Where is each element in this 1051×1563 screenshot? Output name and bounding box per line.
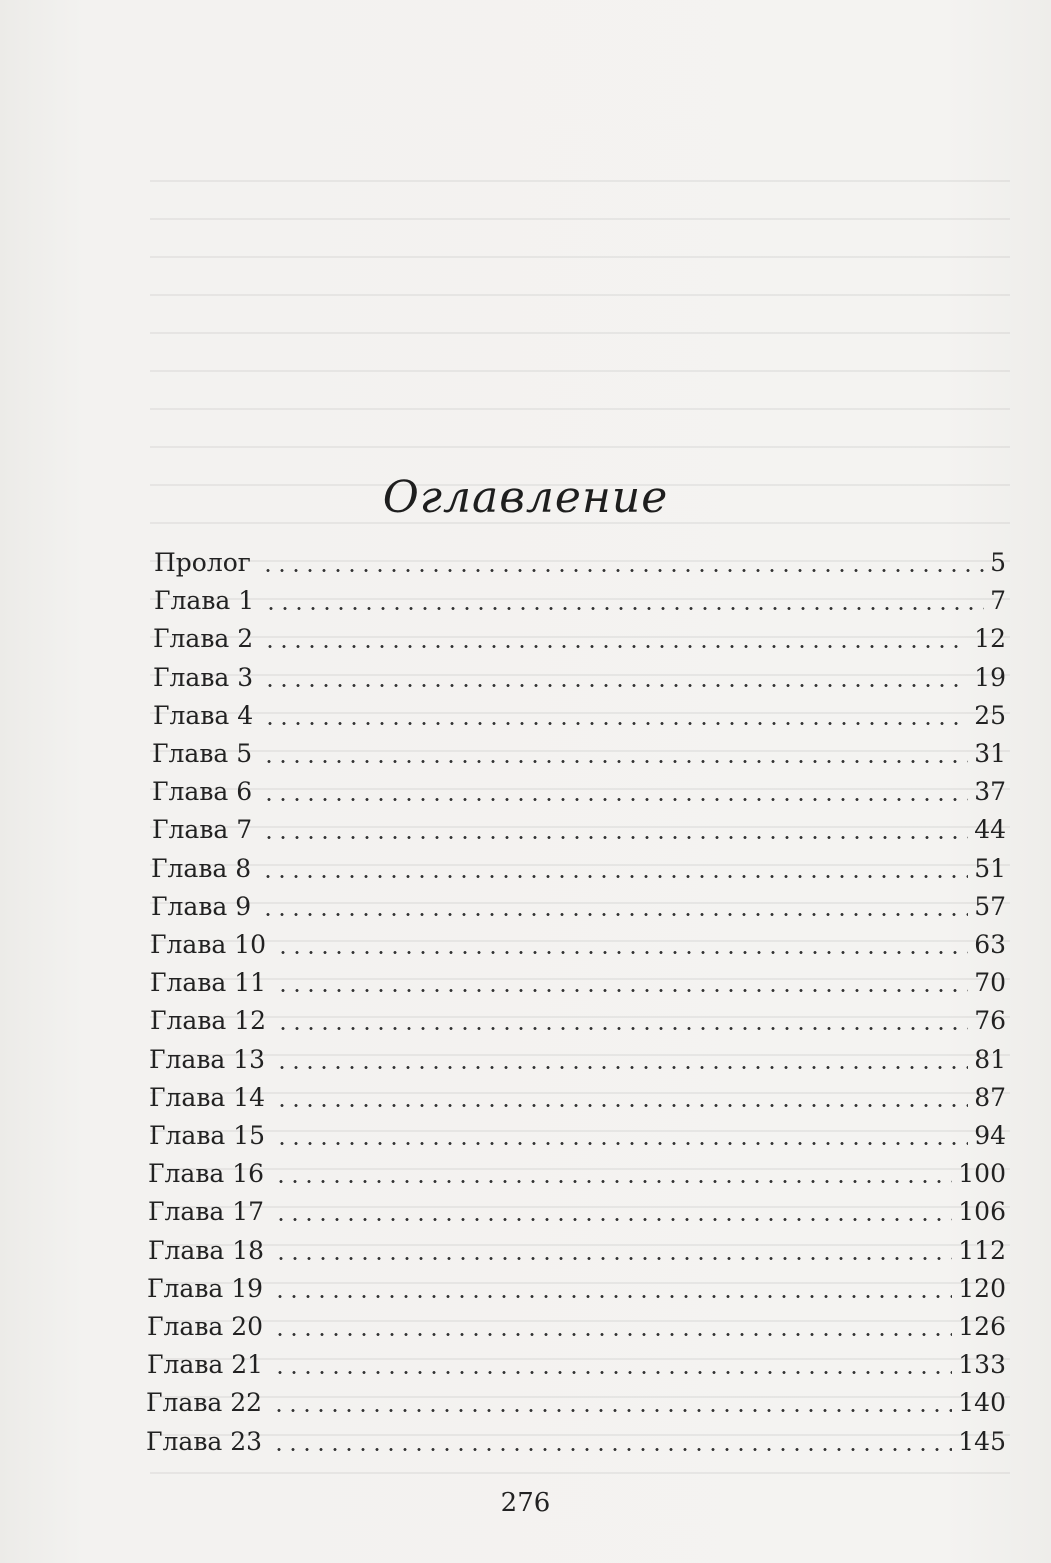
toc-entry-label: Глава 22	[146, 1388, 263, 1418]
page-title: Оглавление	[382, 472, 669, 523]
page-number: 276	[500, 1488, 551, 1518]
toc-entry-page: 19	[974, 662, 1006, 692]
toc-leader-dots	[263, 722, 968, 725]
toc-entry-label: Глава 2	[153, 624, 254, 654]
toc-entry[interactable]	[153, 616, 1006, 654]
toc-entry-page: 44	[974, 815, 1006, 845]
toc-entry-label: Глава 17	[148, 1197, 265, 1227]
toc-entry[interactable]	[148, 1189, 1006, 1227]
toc-entry-label: Глава 12	[150, 1006, 267, 1036]
toc-entry-label: Пролог	[154, 548, 251, 577]
toc-leader-dots	[272, 1409, 952, 1412]
toc-entry[interactable]	[153, 693, 1006, 731]
toc-entry-label: Глава 15	[149, 1121, 266, 1150]
toc-entry[interactable]	[151, 846, 1006, 884]
toc-entry-page: 31	[974, 739, 1006, 768]
toc-entry-label: Глава 3	[153, 662, 254, 692]
toc-leader-dots	[273, 1371, 952, 1374]
toc-leader-dots	[274, 1257, 952, 1260]
toc-entry-page: 145	[958, 1426, 1006, 1456]
toc-entry-page: 87	[974, 1082, 1006, 1112]
toc-entry[interactable]	[152, 807, 1006, 845]
toc-entry-page: 106	[958, 1197, 1006, 1227]
toc-entry-label: Глава 11	[150, 968, 267, 998]
toc-entry-label: Глава 13	[149, 1044, 266, 1074]
toc-entry-label: Глава 7	[152, 815, 253, 845]
toc-entry[interactable]	[152, 731, 1006, 769]
toc-entry-page: 112	[958, 1235, 1006, 1265]
toc-leader-dots	[261, 875, 968, 878]
toc-entry[interactable]	[149, 1037, 1006, 1075]
toc-entry-label: Глава 4	[153, 700, 254, 730]
toc-leader-dots	[263, 684, 968, 687]
toc-entry-page: 100	[958, 1159, 1006, 1189]
toc-leader-dots	[273, 1295, 952, 1298]
toc-entry[interactable]	[148, 1151, 1006, 1189]
toc-entry[interactable]	[149, 1113, 1006, 1151]
toc-entry[interactable]	[150, 922, 1006, 960]
toc-entry-label: Глава 8	[151, 853, 252, 883]
toc-entry[interactable]	[146, 1419, 1006, 1457]
toc-entry-label: Глава 14	[149, 1082, 266, 1112]
toc-entry-label: Глава 1	[154, 586, 255, 616]
toc-leader-dots	[275, 1104, 968, 1107]
toc-leader-dots	[263, 645, 968, 648]
toc-entry[interactable]	[146, 1380, 1006, 1418]
toc-entry-label: Глава 19	[147, 1273, 264, 1303]
toc-entry-page: 126	[958, 1312, 1006, 1341]
toc-entry-label: Глава 18	[148, 1235, 265, 1265]
toc-entry-label: Глава 5	[152, 739, 253, 768]
toc-leader-dots	[272, 1448, 952, 1451]
toc-entry-page: 70	[974, 968, 1006, 998]
toc-leader-dots	[274, 1218, 952, 1221]
toc-entry-page: 12	[974, 624, 1006, 654]
toc-entry[interactable]	[147, 1342, 1006, 1380]
toc-entry-page: 120	[958, 1273, 1006, 1303]
toc-entry[interactable]	[147, 1304, 1006, 1342]
toc-leader-dots	[262, 798, 968, 801]
toc-leader-dots	[276, 951, 968, 954]
toc-entry-page: 25	[974, 700, 1006, 730]
toc-entry[interactable]	[154, 578, 1006, 616]
toc-entry-page: 140	[958, 1388, 1006, 1418]
toc-entry[interactable]	[150, 998, 1006, 1036]
toc-entry-label: Глава 23	[146, 1426, 263, 1456]
toc-entry-page: 51	[974, 853, 1006, 883]
toc-entry-page: 81	[974, 1044, 1006, 1074]
toc-leader-dots	[273, 1333, 952, 1336]
toc-entry[interactable]	[148, 1228, 1006, 1266]
toc-leader-dots	[261, 913, 968, 916]
toc-entry-label: Глава 10	[150, 930, 267, 959]
toc-leader-dots	[274, 1180, 952, 1183]
toc-entry[interactable]	[149, 1075, 1006, 1113]
toc-leader-dots	[275, 1066, 968, 1069]
toc-leader-dots	[276, 989, 968, 992]
toc-entry-page: 57	[974, 891, 1006, 921]
toc-entry-page: 133	[958, 1350, 1006, 1380]
toc-leader-dots	[276, 1027, 968, 1030]
toc-leader-dots	[264, 607, 984, 610]
toc-entry[interactable]	[152, 769, 1006, 807]
toc-entry[interactable]	[150, 960, 1006, 998]
toc-entry-page: 63	[974, 930, 1006, 959]
toc-leader-dots	[262, 836, 968, 839]
toc-entry[interactable]	[147, 1266, 1006, 1304]
toc-leader-dots	[275, 1142, 968, 1145]
toc-entry-page: 37	[974, 777, 1006, 807]
toc-entry-label: Глава 9	[151, 891, 252, 921]
toc-entry-page: 7	[990, 586, 1006, 616]
toc-entry-page: 76	[974, 1006, 1006, 1036]
toc-entry[interactable]	[151, 884, 1006, 922]
toc-entry-label: Глава 21	[147, 1350, 264, 1380]
toc-entry[interactable]	[154, 540, 1006, 578]
toc-entry-label: Глава 20	[147, 1312, 264, 1341]
toc-entry-label: Глава 6	[152, 777, 253, 807]
toc-entry-label: Глава 16	[148, 1159, 265, 1189]
toc-entry[interactable]	[153, 655, 1006, 693]
toc-leader-dots	[262, 760, 968, 763]
toc-leader-dots	[261, 569, 984, 572]
toc-entry-page: 5	[990, 548, 1006, 577]
toc-entry-page: 94	[974, 1121, 1006, 1150]
